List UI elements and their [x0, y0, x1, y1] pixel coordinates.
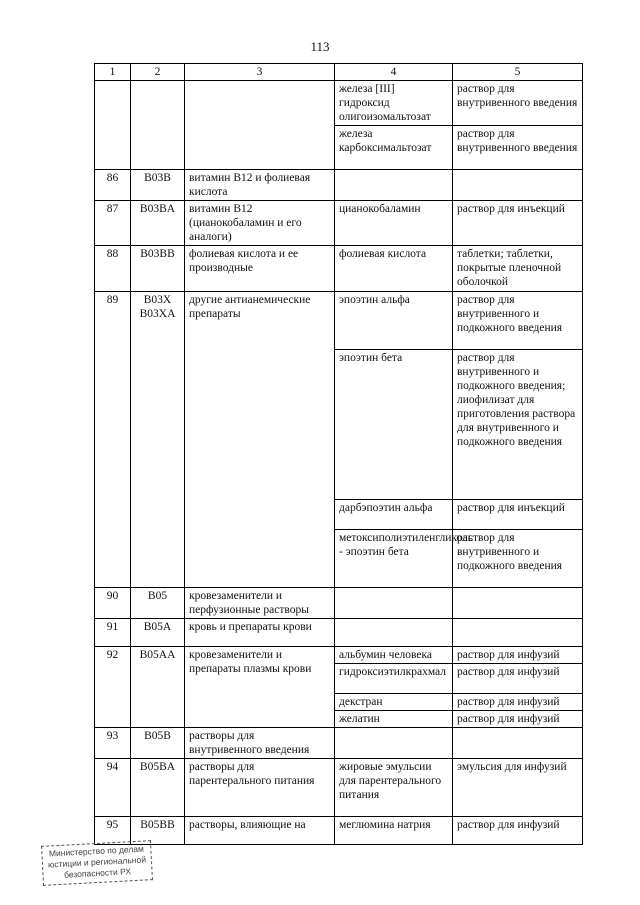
page-number: 113 [310, 39, 330, 54]
dosage-form [453, 170, 583, 201]
table-row [95, 619, 583, 647]
table-row [95, 817, 583, 845]
stamp-line: Министерство по делам [48, 843, 145, 859]
drug-name: железа [III] гидроксид олигоизомальтозат [335, 81, 453, 126]
table-row [95, 759, 583, 817]
dosage-form: раствор для внутривенного введения [453, 81, 583, 126]
drug-name: желатин [335, 711, 453, 728]
dosage-form: раствор для инфузий [453, 647, 583, 664]
row-number [95, 81, 131, 170]
group-name: растворы, влияющие на [185, 817, 335, 845]
row-number: 88 [95, 246, 131, 292]
atc-code: B05AA [131, 647, 185, 728]
drug-name [335, 619, 453, 647]
table-header-row [95, 64, 583, 81]
group-name: другие антианемические препараты [185, 292, 335, 588]
dosage-form: раствор для инфузий [453, 664, 583, 694]
dosage-form [453, 728, 583, 759]
atc-code [131, 81, 185, 170]
atc-code: B03BA [131, 201, 185, 246]
drug-name: цианокобаламин [335, 201, 453, 246]
header-col-5: 5 [453, 64, 583, 81]
drug-name: декстран [335, 694, 453, 711]
row-number: 91 [95, 619, 131, 647]
header-col-4: 4 [335, 64, 453, 81]
table-row [95, 170, 583, 201]
row-number: 87 [95, 201, 131, 246]
dosage-form: раствор для инфузий [453, 817, 583, 845]
ministry-stamp [41, 840, 153, 886]
drug-list-table [94, 63, 583, 845]
atc-code [131, 292, 185, 588]
row-number: 90 [95, 588, 131, 619]
group-name: растворы для внутривенного введения [185, 728, 335, 759]
table-row [95, 292, 583, 350]
row-number: 92 [95, 647, 131, 728]
table-row [95, 246, 583, 292]
drug-name: жировые эмульсии для парентерального питания [335, 759, 453, 817]
atc-code: B05BB [131, 817, 185, 845]
drug-name: эпоэтин бета [335, 350, 453, 500]
header-col-1: 1 [95, 64, 131, 81]
group-name [185, 81, 335, 170]
row-number: 93 [95, 728, 131, 759]
atc-code: B05B [131, 728, 185, 759]
group-name: кровезаменители и перфузионные растворы [185, 588, 335, 619]
dosage-form: раствор для инъекций [453, 500, 583, 530]
dosage-form: раствор для инфузий [453, 694, 583, 711]
group-name: фолиевая кислота и ее производные [185, 246, 335, 292]
table-row [95, 201, 583, 246]
drug-name: железа карбоксимальтозат [335, 126, 453, 170]
table-row [95, 588, 583, 619]
dosage-form: раствор для внутривенного и подкожного введения; лиофилизат для приготовления раствора для внутривенного и подкожного введения [453, 350, 583, 500]
dosage-form [453, 619, 583, 647]
atc-code-line: B03XA [139, 308, 176, 320]
dosage-form: эмульсия для инфузий [453, 759, 583, 817]
drug-name [335, 728, 453, 759]
drug-name: альбумин человека [335, 647, 453, 664]
atc-code: B05 [131, 588, 185, 619]
dosage-form: раствор для внутривенного и подкожного введения [453, 530, 583, 588]
group-name: растворы для парентерального питания [185, 759, 335, 817]
table-row [95, 81, 583, 126]
header-col-2: 2 [131, 64, 185, 81]
atc-code: B05A [131, 619, 185, 647]
stamp-line: безопасности РХ [63, 866, 132, 880]
group-name: витамин B12 и фолиевая кислота [185, 170, 335, 201]
row-number: 89 [95, 292, 131, 588]
dosage-form: раствор для внутривенного и подкожного введения [453, 292, 583, 350]
drug-name: дарбэпоэтин альфа [335, 500, 453, 530]
drug-name [335, 170, 453, 201]
group-name: кровь и препараты крови [185, 619, 335, 647]
drug-name: фолиевая кислота [335, 246, 453, 292]
row-number: 94 [95, 759, 131, 817]
atc-code: B03B [131, 170, 185, 201]
drug-name: меглюмина натрия [335, 817, 453, 845]
atc-code: B03BB [131, 246, 185, 292]
drug-name: гидроксиэтилкрахмал [335, 664, 453, 694]
atc-code: B05BA [131, 759, 185, 817]
table-row [95, 647, 583, 664]
drug-name [335, 588, 453, 619]
table-row [95, 728, 583, 759]
atc-code-line: B03X [143, 294, 172, 306]
dosage-form: таблетки; таблетки, покрытые пленочной оболочкой [453, 246, 583, 292]
dosage-form [453, 588, 583, 619]
dosage-form: раствор для внутривенного введения [453, 126, 583, 170]
header-col-3: 3 [185, 64, 335, 81]
drug-name: метоксиполиэтиленгликоль - эпоэтин бета [335, 530, 453, 588]
stamp-line: юстиции и региональной [47, 854, 147, 870]
drug-name: эпоэтин альфа [335, 292, 453, 350]
dosage-form: раствор для инъекций [453, 201, 583, 246]
dosage-form: раствор для инфузий [453, 711, 583, 728]
row-number: 86 [95, 170, 131, 201]
group-name: кровезаменители и препараты плазмы крови [185, 647, 335, 728]
row-number: 95 [95, 817, 131, 845]
group-name: витамин B12 (цианокобаламин и его аналоги) [185, 201, 335, 246]
